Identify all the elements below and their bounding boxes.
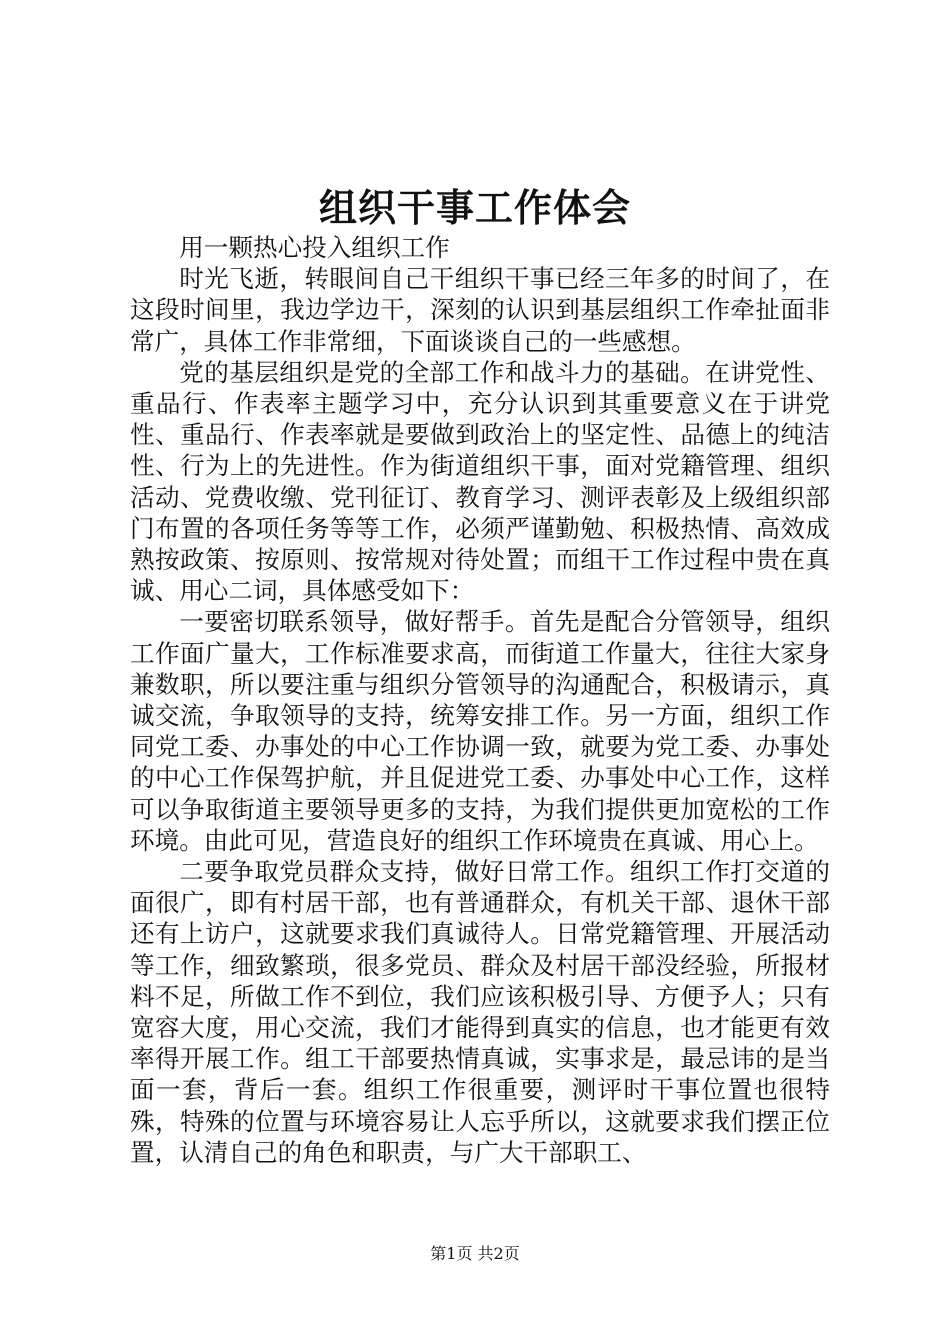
paragraph-point-two: 二要争取党员群众支持，做好日常工作。组织工作打交道的面很广，即有村居干部，也有普通群众，有机关干部、退休干部还有上访户，这就要求我们真诚待人。日常党籍管理、开展活动等工作，细致繁琐，很多党员、群众及村居干部没经验，所报材料不足，所做工作不到位，我们应该积极引导、方便予人；只有宽容大度，用心交流，我们才能得到真实的信息，也才能更有效率得开展工作。组工干部要热情真诚，实事求是，最忌讳的是当面一套，背后一套。组织工作很重要，测评时干事位置也很特殊，特殊的位置与环境容易让人忘乎所以，这就要求我们摆正位置，认清自己的角色和职责，与广大干部职工、 [130, 857, 830, 1167]
paragraph-party-foundation: 党的基层组织是党的全部工作和战斗力的基础。在讲党性、重品行、作表率主题学习中，充分认识到其重要意义在于讲党性、重品行、作表率就是要做到政治上的坚定性、品德上的纯洁性、行为上的先进性。作为街道组织干事，面对党籍管理、组织活动、党费收缴、党刊征订、教育学习、测评表彰及上级组织部门布置的各项任务等等工作，必须严谨勤勉、积极热情、高效成熟按政策、按原则、按常规对待处置；而组干工作过程中贵在真诚、用心二词，具体感受如下： [130, 357, 830, 606]
paragraph-subtitle: 用一颗热心投入组织工作 [179, 233, 450, 262]
paragraph-intro: 时光飞逝，转眼间自己干组织干事已经三年多的时间了，在这段时间里，我边学边干，深刻的认识到基层组织工作牵扯面非常广，具体工作非常细，下面谈谈自己的一些感想。 [130, 264, 830, 356]
document-body [130, 232, 830, 1168]
page-title: 组织干事工作体会 [318, 185, 631, 230]
page-footer: 第1页 共2页 [430, 1244, 520, 1263]
paragraph-point-one: 一要密切联系领导，做好帮手。首先是配合分管领导，组织工作面广量大，工作标准要求高，而街道工作量大，往往大家身兼数职，所以要注重与组织分管领导的沟通配合，积极请示，真诚交流，争取领导的支持，统筹安排工作。另一方面，组织工作同党工委、办事处的中心工作协调一致，就要为党工委、办事处的中心工作保驾护航，并且促进党工委、办事处中心工作，这样可以争取街道主要领导更多的支持，为我们提供更加宽松的工作环境。由此可见，营造良好的组织工作环境贵在真诚、用心上。 [130, 607, 830, 855]
